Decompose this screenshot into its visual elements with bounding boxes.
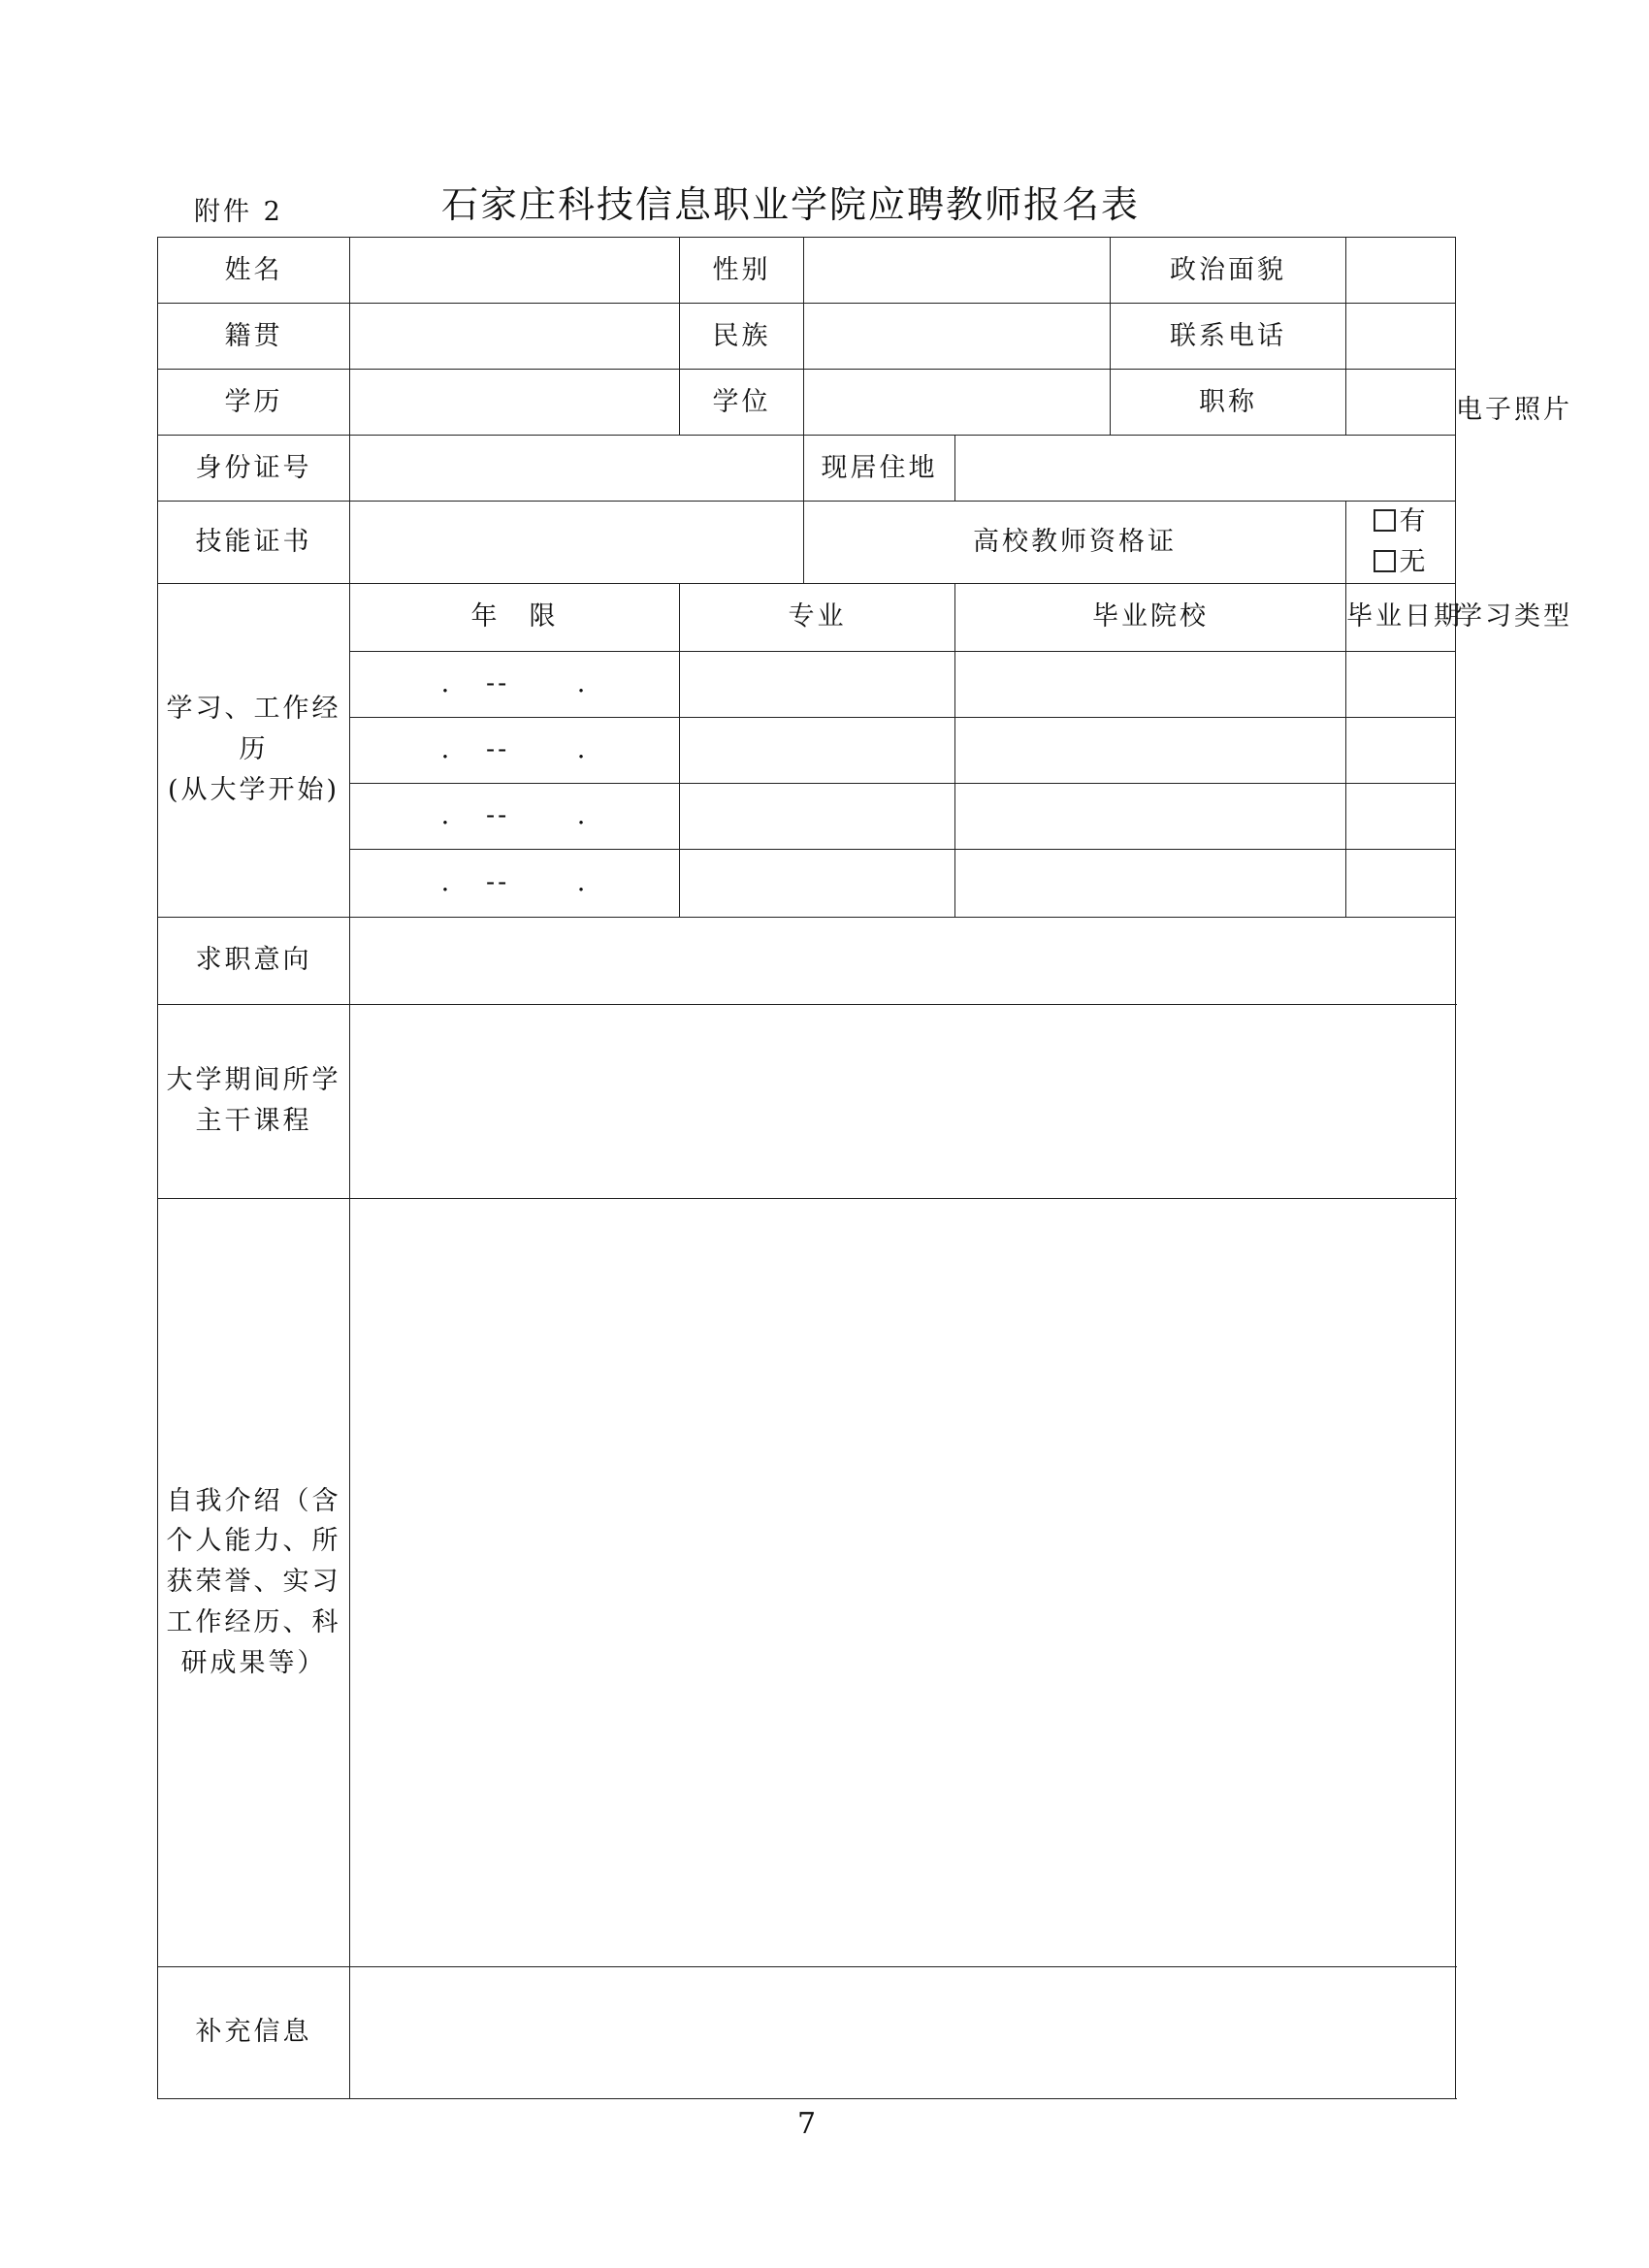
- school-field[interactable]: [955, 783, 1346, 849]
- experience-row: [158, 783, 1456, 849]
- skill-cert-label: 技能证书: [158, 502, 350, 584]
- major-field[interactable]: [680, 783, 955, 849]
- teacher-cert-no-label: 无: [1399, 546, 1429, 577]
- ethnicity-label: 民族: [680, 304, 804, 370]
- main-courses-row: [158, 1004, 1456, 1198]
- residence-label: 现居住地: [804, 436, 955, 502]
- row-name: 姓名 性别 政治面貌 电子照片: [158, 238, 1456, 304]
- native-place-label: 籍贯: [158, 304, 350, 370]
- gender-field[interactable]: [804, 238, 1111, 304]
- teacher-cert-yes-label: 有: [1399, 506, 1429, 536]
- extra-info-row: [158, 1966, 1456, 2098]
- gender-label: 性别: [680, 238, 804, 304]
- teacher-cert-options: [1346, 502, 1456, 584]
- political-field[interactable]: [1346, 238, 1456, 304]
- teacher-cert-no[interactable]: [1374, 547, 1429, 577]
- job-title-field[interactable]: [1346, 370, 1456, 436]
- residence-field[interactable]: [955, 436, 1456, 502]
- header-major: 专业: [680, 583, 955, 651]
- page-number: 7: [797, 2107, 817, 2141]
- id-number-field[interactable]: [350, 436, 804, 502]
- major-field[interactable]: [680, 849, 955, 917]
- self-intro-label: 自我介绍（含个人能力、所获荣誉、实习工作经历、科研成果等）: [158, 1198, 350, 1966]
- checkbox-icon[interactable]: [1374, 550, 1396, 572]
- name-field[interactable]: [350, 238, 680, 304]
- degree-field[interactable]: [804, 370, 1111, 436]
- main-courses-label: 大学期间所学主干课程: [158, 1004, 350, 1198]
- header-period: 年 限: [350, 583, 680, 651]
- education-label: 学历: [158, 370, 350, 436]
- phone-field[interactable]: [1346, 304, 1456, 370]
- period-field[interactable]: . -- .: [350, 783, 680, 849]
- self-intro-row: [158, 1198, 1456, 1966]
- job-title-label: 职称: [1111, 370, 1346, 436]
- major-field[interactable]: [680, 717, 955, 783]
- extra-info-label: 补充信息: [158, 1966, 350, 2098]
- self-intro-field[interactable]: [350, 1198, 1456, 1966]
- school-field[interactable]: [955, 717, 1346, 783]
- experience-row: [158, 651, 1456, 717]
- header-grad-date: 毕业日期: [1346, 583, 1456, 651]
- school-field[interactable]: [955, 651, 1346, 717]
- grad-date-field[interactable]: [1346, 849, 1456, 917]
- teacher-cert-yes[interactable]: [1374, 506, 1429, 536]
- row-education: [158, 370, 1456, 436]
- extra-info-field[interactable]: [350, 1966, 1456, 2098]
- experience-header-row: 学习、工作经历 (从大学开始) 年 限 专业 毕业院校 毕业日期 学习类型: [158, 583, 1456, 651]
- checkbox-icon[interactable]: [1374, 509, 1396, 532]
- degree-label: 学位: [680, 370, 804, 436]
- main-courses-field[interactable]: [350, 1004, 1456, 1198]
- experience-label: 学习、工作经历 (从大学开始): [158, 583, 350, 917]
- name-label: 姓名: [158, 238, 350, 304]
- application-form: [157, 237, 1572, 2099]
- ethnicity-field[interactable]: [804, 304, 1111, 370]
- id-number-label: 身份证号: [158, 436, 350, 502]
- grad-date-field[interactable]: [1346, 717, 1456, 783]
- attachment-label: 附件 2: [194, 197, 283, 227]
- period-field[interactable]: . -- .: [350, 717, 680, 783]
- row-id: [158, 436, 1456, 502]
- school-field[interactable]: [955, 849, 1346, 917]
- grad-date-field[interactable]: [1346, 651, 1456, 717]
- job-intention-label: 求职意向: [158, 917, 350, 1004]
- teacher-cert-label: 高校教师资格证: [804, 502, 1346, 584]
- experience-row: [158, 717, 1456, 783]
- row-certificate: [158, 502, 1456, 584]
- skill-cert-field[interactable]: [350, 502, 804, 584]
- period-field[interactable]: . -- .: [350, 651, 680, 717]
- job-intention-field[interactable]: [350, 917, 1456, 1004]
- phone-label: 联系电话: [1111, 304, 1346, 370]
- row-native: [158, 304, 1456, 370]
- native-place-field[interactable]: [350, 304, 680, 370]
- job-intention-row: [158, 917, 1456, 1004]
- grad-date-field[interactable]: [1346, 783, 1456, 849]
- period-field[interactable]: . -- .: [350, 849, 680, 917]
- education-field[interactable]: [350, 370, 680, 436]
- header-school: 毕业院校: [955, 583, 1346, 651]
- political-label: 政治面貌: [1111, 238, 1346, 304]
- form-title: 石家庄科技信息职业学院应聘教师报名表: [441, 183, 1141, 226]
- major-field[interactable]: [680, 651, 955, 717]
- experience-row: [158, 849, 1456, 917]
